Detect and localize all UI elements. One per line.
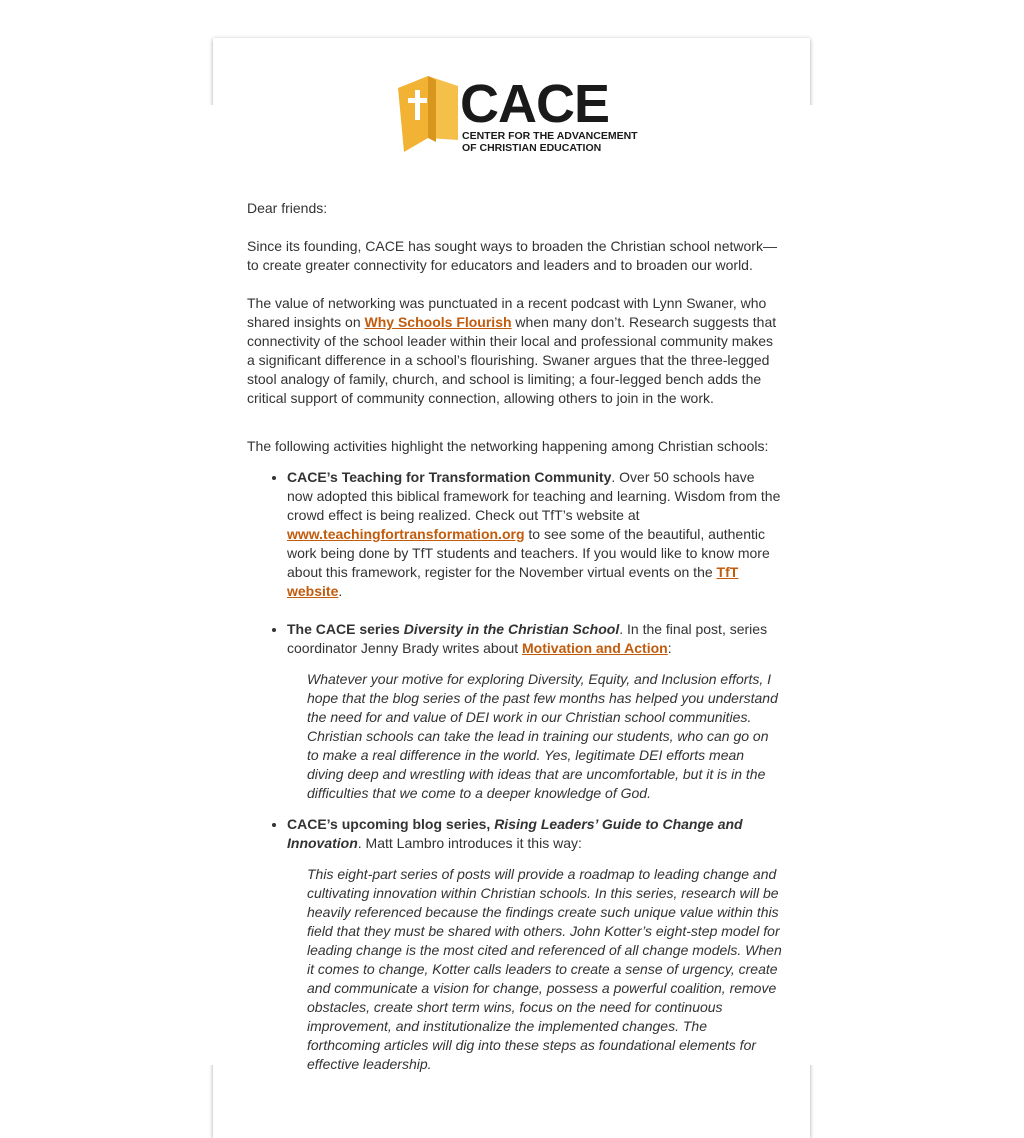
- rising-leaders-title-prefix: CACE’s upcoming blog series,: [287, 816, 495, 832]
- networking-text-after: when many don’t. Research suggests that connectivity of the school leader within their local and professional community makes a significant difference in a school’s flourishing. Swaner argues that the three-legged stool analogy of family, church, and school is limiting; a four-legged bench adds the critical support of community connection, allowing others to join in the work.: [247, 314, 777, 406]
- logo-subtitle: [462, 130, 638, 154]
- tft-text1: . Over 50 schools have now adopted this biblical framework for teaching and learning. Wisdom from the crowd effect is being realized. Check out TfT’s website at: [287, 469, 781, 523]
- email-content: [247, 199, 782, 1086]
- cace-logo[interactable]: [398, 74, 638, 156]
- tft-text3: .: [338, 583, 343, 599]
- tft-website-url-link[interactable]: www.teachingfortransformation.org: [287, 526, 525, 542]
- greeting: Dear friends:: [247, 200, 328, 216]
- motivation-and-action-link[interactable]: Motivation and Action: [522, 640, 668, 656]
- diversity-text1: . In the final post, series coordinator Jenny Brady writes about: [287, 621, 768, 656]
- list-item-tft: [287, 468, 782, 601]
- diversity-quote: Whatever your motive for exploring Diversity, Equity, and Inclusion efforts, I hope that the blog series of the past few months has helped you understand the need for and value of DEI work in our Christian school communities. Christian schools can take the lead in training our students, who can go on to make a real difference in the world. Yes, legitimate DEI efforts mean diving deep and wrestling with ideas that are uncomfortable, but it is in the difficulties that we come to a deeper knowledge of God.: [307, 671, 778, 801]
- tft-text2: to see some of the beautiful, authentic work being done by TfT students and teachers. If you would like to know more about this framework, register for the November virtual events on the: [287, 526, 770, 580]
- tft-title: CACE’s Teaching for Transformation Community: [287, 469, 612, 485]
- rising-leaders-quote: This eight-part series of posts will provide a roadmap to leading change and cultivating innovation within Christian schools. In this series, research will be heavily referenced because the findings create such unique value within this field that they must be shared with others. John Kotter’s eight-step model for leading change is the most cited and referenced of all change models. When it comes to change, Kotter calls leaders to create a sense of urgency, create and communicate a vision for change, possess a powerful coalition, remove obstacles, create short term wins, focus on the need for continuous improvement, and institutionalize the implemented changes. The forthcoming articles will dig into these steps as foundational elements for effective leadership.: [307, 866, 782, 1072]
- why-schools-flourish-link[interactable]: Why Schools Flourish: [364, 314, 512, 330]
- diversity-text2: :: [667, 640, 672, 656]
- networking-text-before: The value of networking was punctuated in a recent podcast with Lynn Swaner, who shared insights on: [247, 295, 767, 330]
- diversity-series-title: Diversity in the Christian School: [403, 621, 620, 637]
- diversity-title-prefix: The CACE series: [287, 621, 404, 637]
- activities-list: [247, 468, 782, 1074]
- rising-leaders-text1: . Matt Lambro introduces it this way:: [357, 835, 582, 851]
- intro-paragraph: Since its founding, CACE has sought ways to broaden the Christian school network—to create greater connectivity for educators and leaders and to broaden our world.: [247, 238, 777, 273]
- activities-intro: The following activities highlight the networking happening among Christian schools:: [247, 438, 769, 454]
- book-cross-logo-icon: [398, 76, 458, 154]
- logo-subtitle-line2: OF CHRISTIAN EDUCATION: [462, 142, 602, 154]
- tft-website-link[interactable]: TfT website: [287, 564, 739, 599]
- logo-wordmark: CACE: [460, 74, 610, 134]
- logo-subtitle-line1: CENTER FOR THE ADVANCEMENT: [462, 130, 638, 142]
- list-item-rising-leaders: [287, 815, 782, 1074]
- rising-leaders-series-title: Rising Leaders’ Guide to Change and Innovation: [287, 816, 743, 851]
- list-item-diversity: [287, 620, 782, 803]
- networking-paragraph: [247, 294, 782, 408]
